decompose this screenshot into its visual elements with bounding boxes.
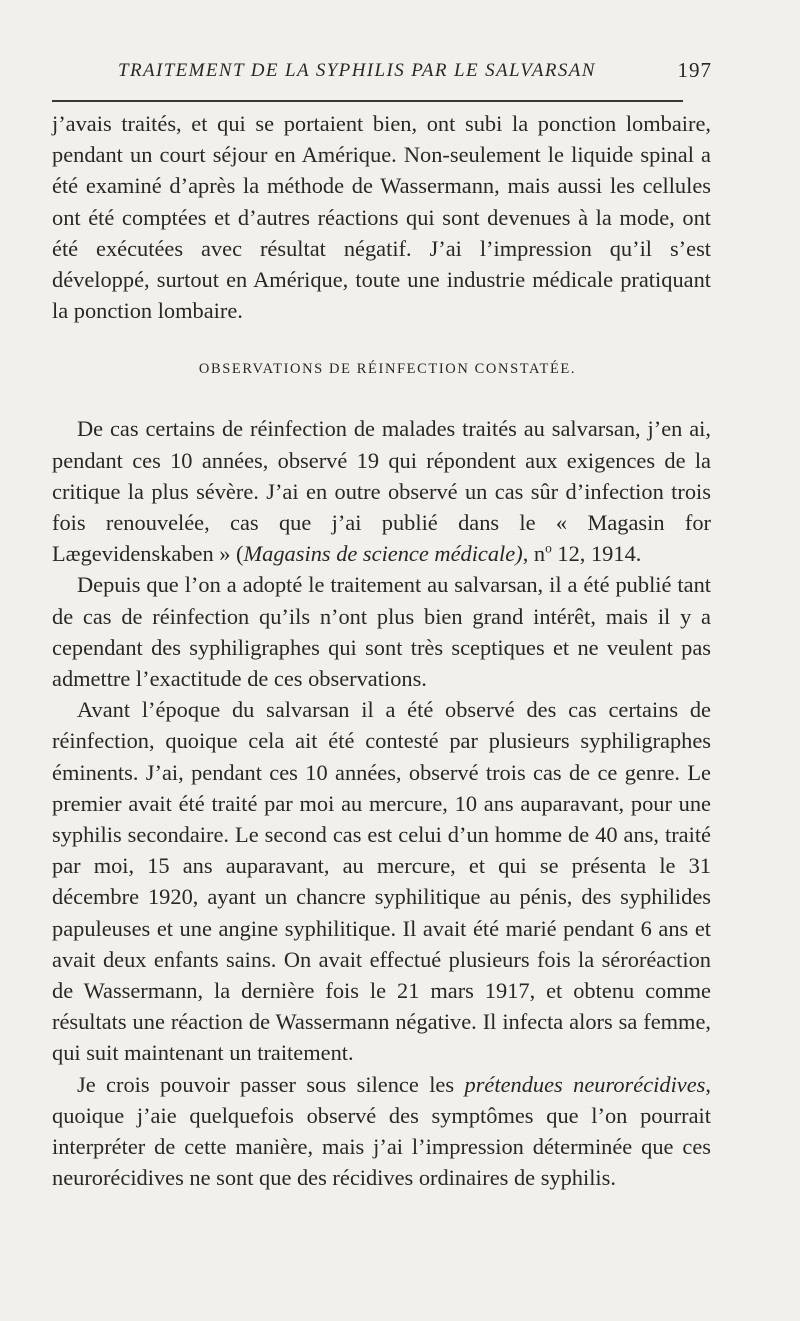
page-number: 197 bbox=[677, 58, 712, 82]
paragraph-text: Je crois pouvoir passer sous silence les bbox=[77, 1071, 465, 1097]
paragraph: j’avais traités, et qui se portaient bien, ont subi la ponction lombaire, pendant un court séjour en Amérique. Non-seulement le liquide spinal a été examiné d’après la méthode de Wassermann, mais aussi les cellules ont été comptées et d’autres réactions qui sont devenues à la mode, ont été exécutées avec résultat négatif. J’ai l’impression qu’il s’est développé, surtout en Amérique, toute une industrie médicale pratiquant la ponction lombaire. bbox=[52, 111, 711, 324]
paragraph-text: , n bbox=[522, 541, 546, 567]
paragraph: Depuis que l’on a adopté le traitement au salvarsan, il a été publié tant de cas de réinfection qu’ils n’ont plus bien grand intérêt, mais il y a cependant des syphiligraphes qui sont très sceptiques et ne veulent pas admettre l’exactitude de ces observations. bbox=[52, 572, 711, 692]
paragraph bbox=[52, 413, 711, 569]
header-rule bbox=[52, 100, 683, 102]
running-title: TRAITEMENT DE LA SYPHILIS PAR LE SALVARSAN bbox=[118, 60, 596, 81]
paragraph-text: De cas certains de réinfection de malades traités au salvarsan, j’en ai, pendant ces 10 années, observé 19 qui répondent aux exigences de la critique la plus sévère. J’ai en outre observé un cas sûr d’infection trois fois renouvelée, cas que j’ai publié dans le « Magasin for Lægevidenskaben » ( bbox=[52, 416, 711, 567]
running-header bbox=[52, 58, 712, 90]
section-heading: OBSERVATIONS DE RÉINFECTION CONSTATÉE. bbox=[198, 361, 577, 378]
paragraph bbox=[52, 1069, 711, 1194]
number-abbreviation-superscript: o bbox=[545, 540, 552, 556]
paragraph-text: 12, 1914. bbox=[551, 541, 642, 567]
italic-term: prétendues neurorécidives bbox=[464, 1071, 706, 1097]
body-text bbox=[52, 108, 711, 1194]
paragraph-text: , quoique j’aie quelquefois observé des symptômes que l’on pourrait interpréter de cette manière, mais j’ai l’impression déterminée que ces neurorécidives ne sont que des récidives ordinaires de syphilis. bbox=[52, 1071, 711, 1191]
paragraph: Avant l’époque du salvarsan il a été observé des cas certains de réinfection, quoique cela ait été contesté par plusieurs syphiligraphes éminents. J’ai, pendant ces 10 années, observé trois cas de ce genre. Le premier avait été traité par moi au mercure, 10 ans auparavant, pour une syphilis secondaire. Le second cas est celui d’un homme de 40 ans, traité par moi, 15 ans auparavant, au mercure, et qui se présenta le 31 décembre 1920, ayant un chancre syphilitique au pénis, des syphilides papuleuses et une angine syphilitique. Il avait été marié pendant 6 ans et avait deux enfants sains. On avait effectué plusieurs fois la séroréaction de Wassermann, la dernière fois le 21 mars 1917, et obtenu comme résultats une réaction de Wassermann négative. Il infecta alors sa femme, qui suit maintenant un traitement. bbox=[52, 697, 711, 1066]
journal-title-italic: Magasins de science médicale) bbox=[243, 541, 523, 567]
